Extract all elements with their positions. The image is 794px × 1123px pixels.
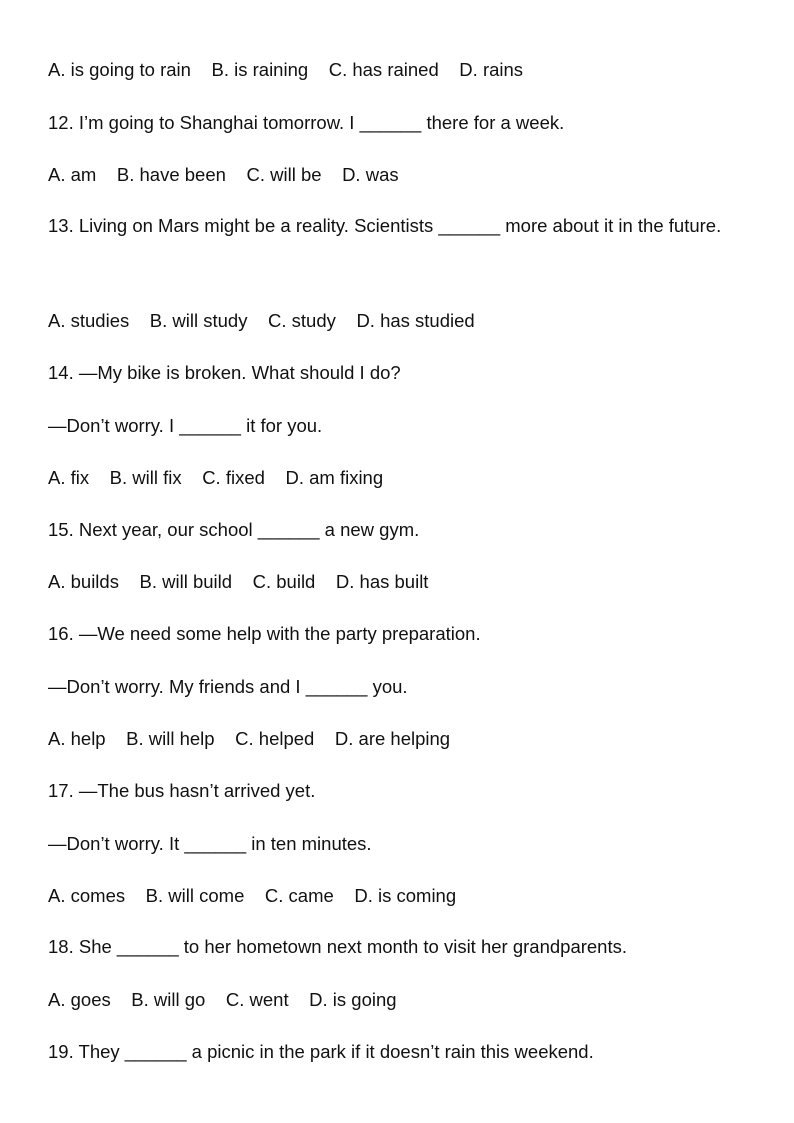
question-16-reply: —Don’t worry. My friends and I ______ you. <box>48 676 408 697</box>
question-15: 15. Next year, our school ______ a new gym. <box>48 519 420 540</box>
question-12: 12. I’m going to Shanghai tomorrow. I ______ there for a week. <box>48 112 565 133</box>
question-13: 13. Living on Mars might be a reality. Scientists ______ more about it in the future. <box>48 215 722 236</box>
question-14: 14. —My bike is broken. What should I do? <box>48 362 401 383</box>
options-q18: A. goes B. will go C. went D. is going <box>48 989 397 1010</box>
options-q16: A. help B. will help C. helped D. are helping <box>48 728 451 749</box>
question-17-reply: —Don’t worry. It ______ in ten minutes. <box>48 833 372 854</box>
question-19: 19. They ______ a picnic in the park if it doesn’t rain this weekend. <box>48 1041 594 1062</box>
question-14-reply: —Don’t worry. I ______ it for you. <box>48 415 323 436</box>
options-q15: A. builds B. will build C. build D. has built <box>48 571 429 592</box>
options-q13: A. studies B. will study C. study D. has studied <box>48 310 475 331</box>
options-q11: A. is going to rain B. is raining C. has rained D. rains <box>48 59 524 80</box>
options-q12: A. am B. have been C. will be D. was <box>48 164 399 185</box>
question-17: 17. —The bus hasn’t arrived yet. <box>48 780 316 801</box>
question-16: 16. —We need some help with the party preparation. <box>48 623 481 644</box>
question-18: 18. She ______ to her hometown next month to visit her grandparents. <box>48 936 628 957</box>
options-q14: A. fix B. will fix C. fixed D. am fixing <box>48 467 384 488</box>
options-q17: A. comes B. will come C. came D. is coming <box>48 885 457 906</box>
